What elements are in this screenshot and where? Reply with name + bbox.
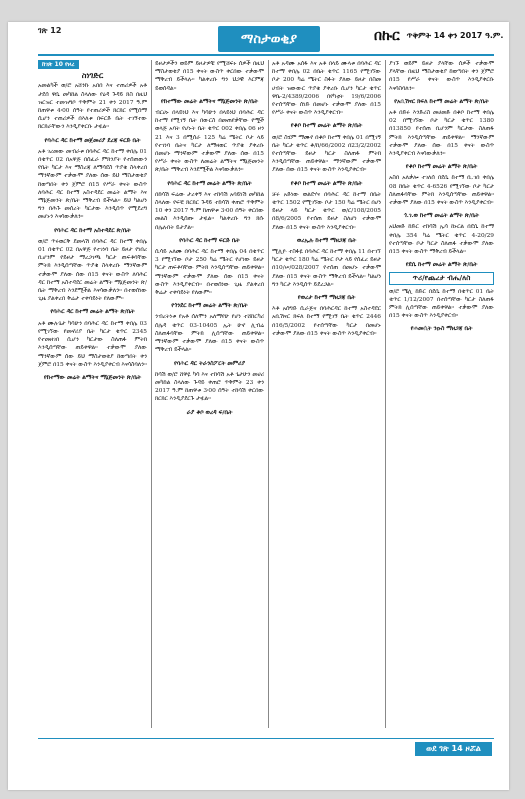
section-title: ማስታወቂያ <box>218 26 320 52</box>
notice-signature: የባሕር ዳር ከተማ መጀመሪያ ደረጃ ፍርድ ቤት <box>44 137 141 144</box>
notice-text: አህመድ ከድር ተከሳሽ ኢሳ ከኑርል በደሴ ከተማ ቀበሌ 354 ካሬ ሜትር ቁጥር 4-20/29 የተሰጣቸው ቦታ ካርታ ስለጠፋ ተቃውሞ ያለው በ15 ቀናት ውስጥ ማቅረብ ይችላል። <box>389 224 494 256</box>
notice-text: ወ/ሮ ሜሊ ከድር በደሴ ከተማ በቁጥር 01 ቤት ቁጥር 1/12/2007 በተሰጣቸው ካርታ ስለጠፋ ምትክ ሊሰጣቸው ጠይቀዋል። ተቃውሞ ያለው በ15 ቀናት ውስጥ እንዲያቀርብ። <box>389 288 494 320</box>
brand-name: በኩር <box>374 28 400 44</box>
notice-text: ንብረትነቱ የአቶ ሰለሞን አለማየሁ የሆነ ተሸከርካሪ ሰሌዳ ቁጥር 03-10405 ኢት ሁኖ ሊብሬ ስለጠፋባቸው ምትክ ሊሰጣቸው ጠይቀዋል። ማንኛውም ተቃውሞ ያለው በ15 ቀናት ውስጥ ማቅረብ ይችላል። <box>155 314 264 354</box>
section-tag: ከገጽ 10 የዞረ <box>38 60 79 69</box>
footer-rule <box>38 738 494 739</box>
notice-signature: ራያ ቆቦ ወረዳ ፍ/ቤት <box>186 409 233 416</box>
notice-signature: የወረታ ከተማ ማዘጋጃ ቤት <box>297 295 356 302</box>
notice-text: አቶ ገረመው መብራቱ በባሕር ዳር ከተማ ቀበሌ 01 በቁጥር 02 በአዋጅ በሰፈራ ምክንያት የተሰጠውን የቤት ካርታ እና ማስረጃ ለማሳደስ ጥያቄ ስላቀረበ ማንኛውም ተቃውሞ ያለው ሰው ይህ ማስታወቂያ ከወጣበት ቀን ጀምሮ በ15 የሥራ ቀናት ውስጥ ለባሕር ዳር ከተማ አስተዳደር መሬት ልማት እና ማኔጅመንት ጽ/ቤት ማቅረብ ይችላል። ይህ ካልሆነ ግን በሕጉ መሰረት ካርታው እንዲሰጥ የሚደረግ መሆኑን እናሳውቃለን። <box>38 148 147 221</box>
notice-text: አቶ በድሩ እንድሪስ መሀመድ በቆቦ ከተማ ቀበሌ 02 በሚገኘው ቦታ ካርታ ቁጥር 1380 በ13850 የተሰጠ ቢሆንም ካርታው ስለጠፋ ምትክ እንዲሰጣቸው ጠይቀዋል። ማንኛውም ተቃውሞ ያለው ሰው በ15 ቀናት ውስጥ እንዲያቀርብ እናሳውቃለን። <box>389 110 494 158</box>
notice-signature: የሐመሲት ንዑስ ማዘጋጃ ቤት <box>410 326 473 333</box>
continued-note: ወደ ገጽ 14 ዞሯል <box>415 742 492 756</box>
notice-text: ያገኙ ወይም ይዞታ ያላቸው ሰዎች ተቃውሞ ያላቸው በዚህ ማስታወቂያ ከወጣበት ቀን ጀምሮ በ15 የሥራ ቀናት ውስጥ እንዲያቀርቡ እናሳስባለን። <box>389 61 494 92</box>
notice-text: እቶ አሰግድ ሲራጅና በባሕርዳር ከተማ አስተዳደር አቢሽናር ክፍለ ከተማ የሚገኝ ቤት ቁጥር 2446 በ16/5/2002 የተሰጣቸው ካርታ በመሆኑ ተቃውሞ ያለው በ15 ቀናት ውስጥ እንዲያቀርብ። <box>272 306 381 337</box>
section-heading: ስነገድር <box>81 71 104 81</box>
notice-signature: የቆቦ ከተማ መሬት ልማት ጽ/ቤት <box>290 180 363 187</box>
column-1 <box>38 60 147 728</box>
section-tag-wrap <box>38 60 147 69</box>
notice-signature: የከተማው መሬት ልማትና ማኔጅመንት ጽ/ቤት <box>43 374 142 381</box>
notice-signature: የቆቦ ከተማ መሬት ልማት ጽ/ቤት <box>405 164 478 171</box>
notice-signature: ጎ.ገ.ወ ከተማ መሬት ልማት ጽ/ቤት <box>403 213 480 220</box>
column-divider <box>151 60 152 728</box>
notice-text: ከሳሽ ወ/ሮ ሸዋዬ ካሳ እና ተከሳሽ አቶ ጌታሁን መሀሪ መካከል ስላለው ጉዳይ ቀጠሮ ጥቅምት 23 ቀን 2017 ዓ.ም ከጠዋቱ 3፡00 ሰዓት ተከሳሽ ቀርበው ክርክር እንዲያደርጉ ታዟል። <box>155 371 264 403</box>
notice-text: አቶ አዳሙ አሰፋ እና አቶ በላይ ሙላቱ በባሕር ዳር ከተማ ቀበሌ 02 በቤት ቁጥር 1165 የሚገኘው ቦታ 200 ካሬ ሜትር ስፋት ያለው ይዞታ በስመ ሀብት ዝውውር ጥያቄ ያቀረቡ ሲሆን ካርታ ቁጥር ዋቤ-2/4389/2006 በየካቲት 19/6/2006 የተሰጣቸው ሰነድ በመሆኑ ተቃውሞ ያለው በ15 የሥራ ቀናት ውስጥ እንዲያቀርብ። <box>272 61 381 117</box>
notice-signature: የባሕር ዳር ትራንስፖርት መምሪያ <box>174 360 245 367</box>
notice-text: በከሳሽ ፍሬው ታረቀኝ እና ተከሳሽ አባይነሽ መካከል ስላለው የፍቺ ክርክር ጉዳይ ተከሳሽ ቀጠሮ ጥቅምት 10 ቀን 2017 ዓ.ም ከጠዋቱ 3፡00 ሰዓት ቀርበው መልስ እንዲሰጡ ታዟል። ካልቀረቡ ግን ክሱ በሌሉበት ይታያል። <box>155 191 264 231</box>
issue-date: ጥቅምት 14 ቀን 2017 ዓ.ም. <box>406 31 504 40</box>
masthead <box>374 28 503 44</box>
notice-text: አመልካች ወ/ሮ አሸንኩ አበበ እና ተጠሪዎች አቶ ታደሰ ዋሴ መካከል ስላለው የዕዳ ጉዳይ ክስ በዚህ ዝርዝር ተመዝግቦ ጥቅምት 21 ቀን 2017 ዓ.ም ከጠዋቱ 4፡00 ሰዓት የተጠሪዎች ክርክር የሚሰማ ሲሆን ተጠሪዎች በእለቱ በፍርድ ቤት ተገኝተው ክርክራቸውን እንዲያቀርቡ ታዟል። <box>38 83 147 131</box>
notice-text: ይዞታዎችን ወይም ይዞታዎቹ የሚሸፍኑ ሰዎች በዚህ ማስታወቂያ በ15 ቀናት ውስጥ ቀርበው ተቃውሞ ማቅረብ ይችላሉ። ካልቀረቡ ግን ህጋዊ እርምጃ ይወሰዳል። <box>155 61 264 92</box>
notice-signature: የባሕር ዳር ከተማ መሬት ልማት ጽ/ቤት <box>167 180 252 187</box>
notice-signature: የባሕር ዳር ከተማ መሬት ልማት ጽ/ቤት <box>50 309 135 316</box>
notice-text: አስበ አለቃሎ ተገለሰ በደሴ ከተማ ቢ.ገበ ቀበሌ 08 ከቤት ቁጥር 4-6526 የሚገኘው ቦታ ካርታ ስለጠፋባቸው ምትክ እንዲሰጣቸው ጠይቀዋል። ተቃውሞ ያለው በ15 ቀናት ውስጥ እንዲያቀርብ። <box>389 175 494 207</box>
column-4 <box>389 60 494 728</box>
notice-text: ሲሳይ አለሙ በባሕር ዳር ከተማ ቀበሌ 04 በቁጥር 3 የሚገኘው ቦታ 250 ካሬ ሜትር የሆነው ይዞታ ካርታ ጠፍቶባቸው ምትክ እንዲሰጣቸው ጠይቀዋል። ማንኛውም ተቃውሞ ያለው ሰው በ15 ቀናት ውስጥ እንዲያቀርብ። በተወሰነው ጊዜ ያልቀረበ ቅሬታ ተቀባይነት የለውም። <box>155 249 264 297</box>
page-number: ገጽ 12 <box>38 26 62 35</box>
notice-signature: የአቢሽናር ክፍለ ከተማ መሬት ልማት ጽ/ቤት <box>394 98 489 105</box>
notice-signature: የባሕር ዳር ከተማ አስተዳደር ጽ/ቤት <box>54 227 131 234</box>
notice-signature: የጎንደር ከተማ መሬት ልማት ጽ/ቤት <box>171 303 248 310</box>
notice-text: ወ/ሮ ስሂም ማሙየ በቆቦ ከተማ ቀበሌ 01 በሚገኝ ቤት ካርታ ቁጥር ቆ/ከ/66/2002 በ23/2/2002 የተሰጣቸው ይዞታ ካርታ ስለጠፋ ምትክ እንዲሰጣቸው ጠይቀዋል። ማንኛውም ተቃውሞ ያለው ሰው በ15 ቀናት ውስጥ እንዲያቀርብ። <box>272 134 381 174</box>
notice-signature: የከተማው መሬት ልማትና ማኔጅመንት ጽ/ቤት <box>160 98 259 105</box>
notice-signature: የቆቦ ከተማ መሬት ልማት ጽ/ቤት <box>290 123 363 130</box>
notice-text: አቶ ሙሉጌታ ካሳሁን በባሕር ዳር ከተማ ቀበሌ 03 የሚገኘው የመኖሪያ ቤት ካርታ ቁጥር 2345 የተመዘገበ ሲሆን ካርታው ስለጠፋ ምትክ እንዲሰጣቸው ጠይቀዋል። ተቃውሞ ያለው ማንኛውም ሰው ይህ ማስታወቂያ ከወጣበት ቀን ጀምሮ በ15 ቀናት ውስጥ እንዲያቀርብ እናሳስባለን። <box>38 320 147 368</box>
notice-text: ብርሀኑ በላይነህ እና ካሳሁን በላይነህ በባሕር ዳር ከተማ የሚገኝ ቤት በውርስ በመጠየቃቸው የሟች ወላጅ አባት የሆኑት ቤት ቁጥር 002 ቀበሌ 06 ዞን 21 እና 3 በሚሰራ 125 ካሬ ሜትር ቦታ ላይ የተገነባ ቤትና ካርታ ለማዛወር ጥያቄ ያቀረቡ በመሆኑ ማንኛውም ተቃውሞ ያለው ሰው በ15 የሥራ ቀናት ውስጥ ለመሬት ልማትና ማኔጅመንት ጽ/ቤት ማቅረብ እንደሚችል እናሳውቃለን። <box>155 110 264 174</box>
notice-signature: ወረኢሉ ከተማ ማዘጋጃ ቤት <box>296 237 357 244</box>
column-divider <box>268 60 269 728</box>
section-box-heading: ጥሪ/የጨረታ ብሔ/ለስ <box>389 272 494 284</box>
column-3 <box>272 60 381 728</box>
header-rule <box>38 54 494 56</box>
notice-signature: የደሴ ከተማ መሬት ልማት ጽ/ቤት <box>405 262 478 269</box>
column-2 <box>155 60 264 728</box>
column-divider <box>385 60 386 728</box>
notice-signature: የባሕር ዳር ከተማ ፍርድ ቤት <box>179 237 240 244</box>
notice-text: ቻሩ አድነው ወልደሃና በባሕር ዳር ከተማ በቤት ቁጥር 1502 የሚገኘው ቦታ 150 ካሬ ሜትር በሆነ ይዞታ ላይ ካርታ ቁጥር ወ/ር/108/2005 በ8/6/2005 የተሰጠ ይዞታ ስለሆነ ተቃውሞ ያለው በ15 ቀናት ውስጥ እንዲያቀርብ። <box>272 191 381 231</box>
notice-text: ወ/ሮ ጥሩወርቅ ደመላሽ በባሕር ዳር ከተማ ቀበሌ 01 በቁጥር 02 በአዋጅ የተገነባ ቤት ይዞታ የነበረ ቢሆንም የይዞታ ማረጋገጫ ካርታ ጠፍቶባቸው ምትክ እንዲሰጣቸው ጥያቄ ስላቀረቡ ማንኛውም ተቃውሞ ያለው ሰው በ15 ቀናት ውስጥ ለባሕር ዳር ከተማ አስተዳደር መሬት ልማት ማኔጅመንት ጽ/ቤት ማቅረብ እንደሚችል እናሳውቃለን። በተወሰነው ጊዜ ያልቀረበ ቅሬታ ተቀባይነት የለውም። <box>38 238 147 303</box>
notice-text: ሚሊዮ ተስፋዬ በባሕር ዳር ከተማ ቀበሌ 11 በተገኘ ካርታ ቁጥር 180 ካሬ ሜትር ቦታ ላይ የሰፈረ ይዞታ በ10/ሠ/028/2007 የተሰጠ በመሆኑ ተቃውሞ ያለው በ15 ቀናት ውስጥ ማቅረብ ይችላል። ካልሆነ ግን ካርታ እንዲሰጥ ይደረጋል። <box>272 249 381 288</box>
